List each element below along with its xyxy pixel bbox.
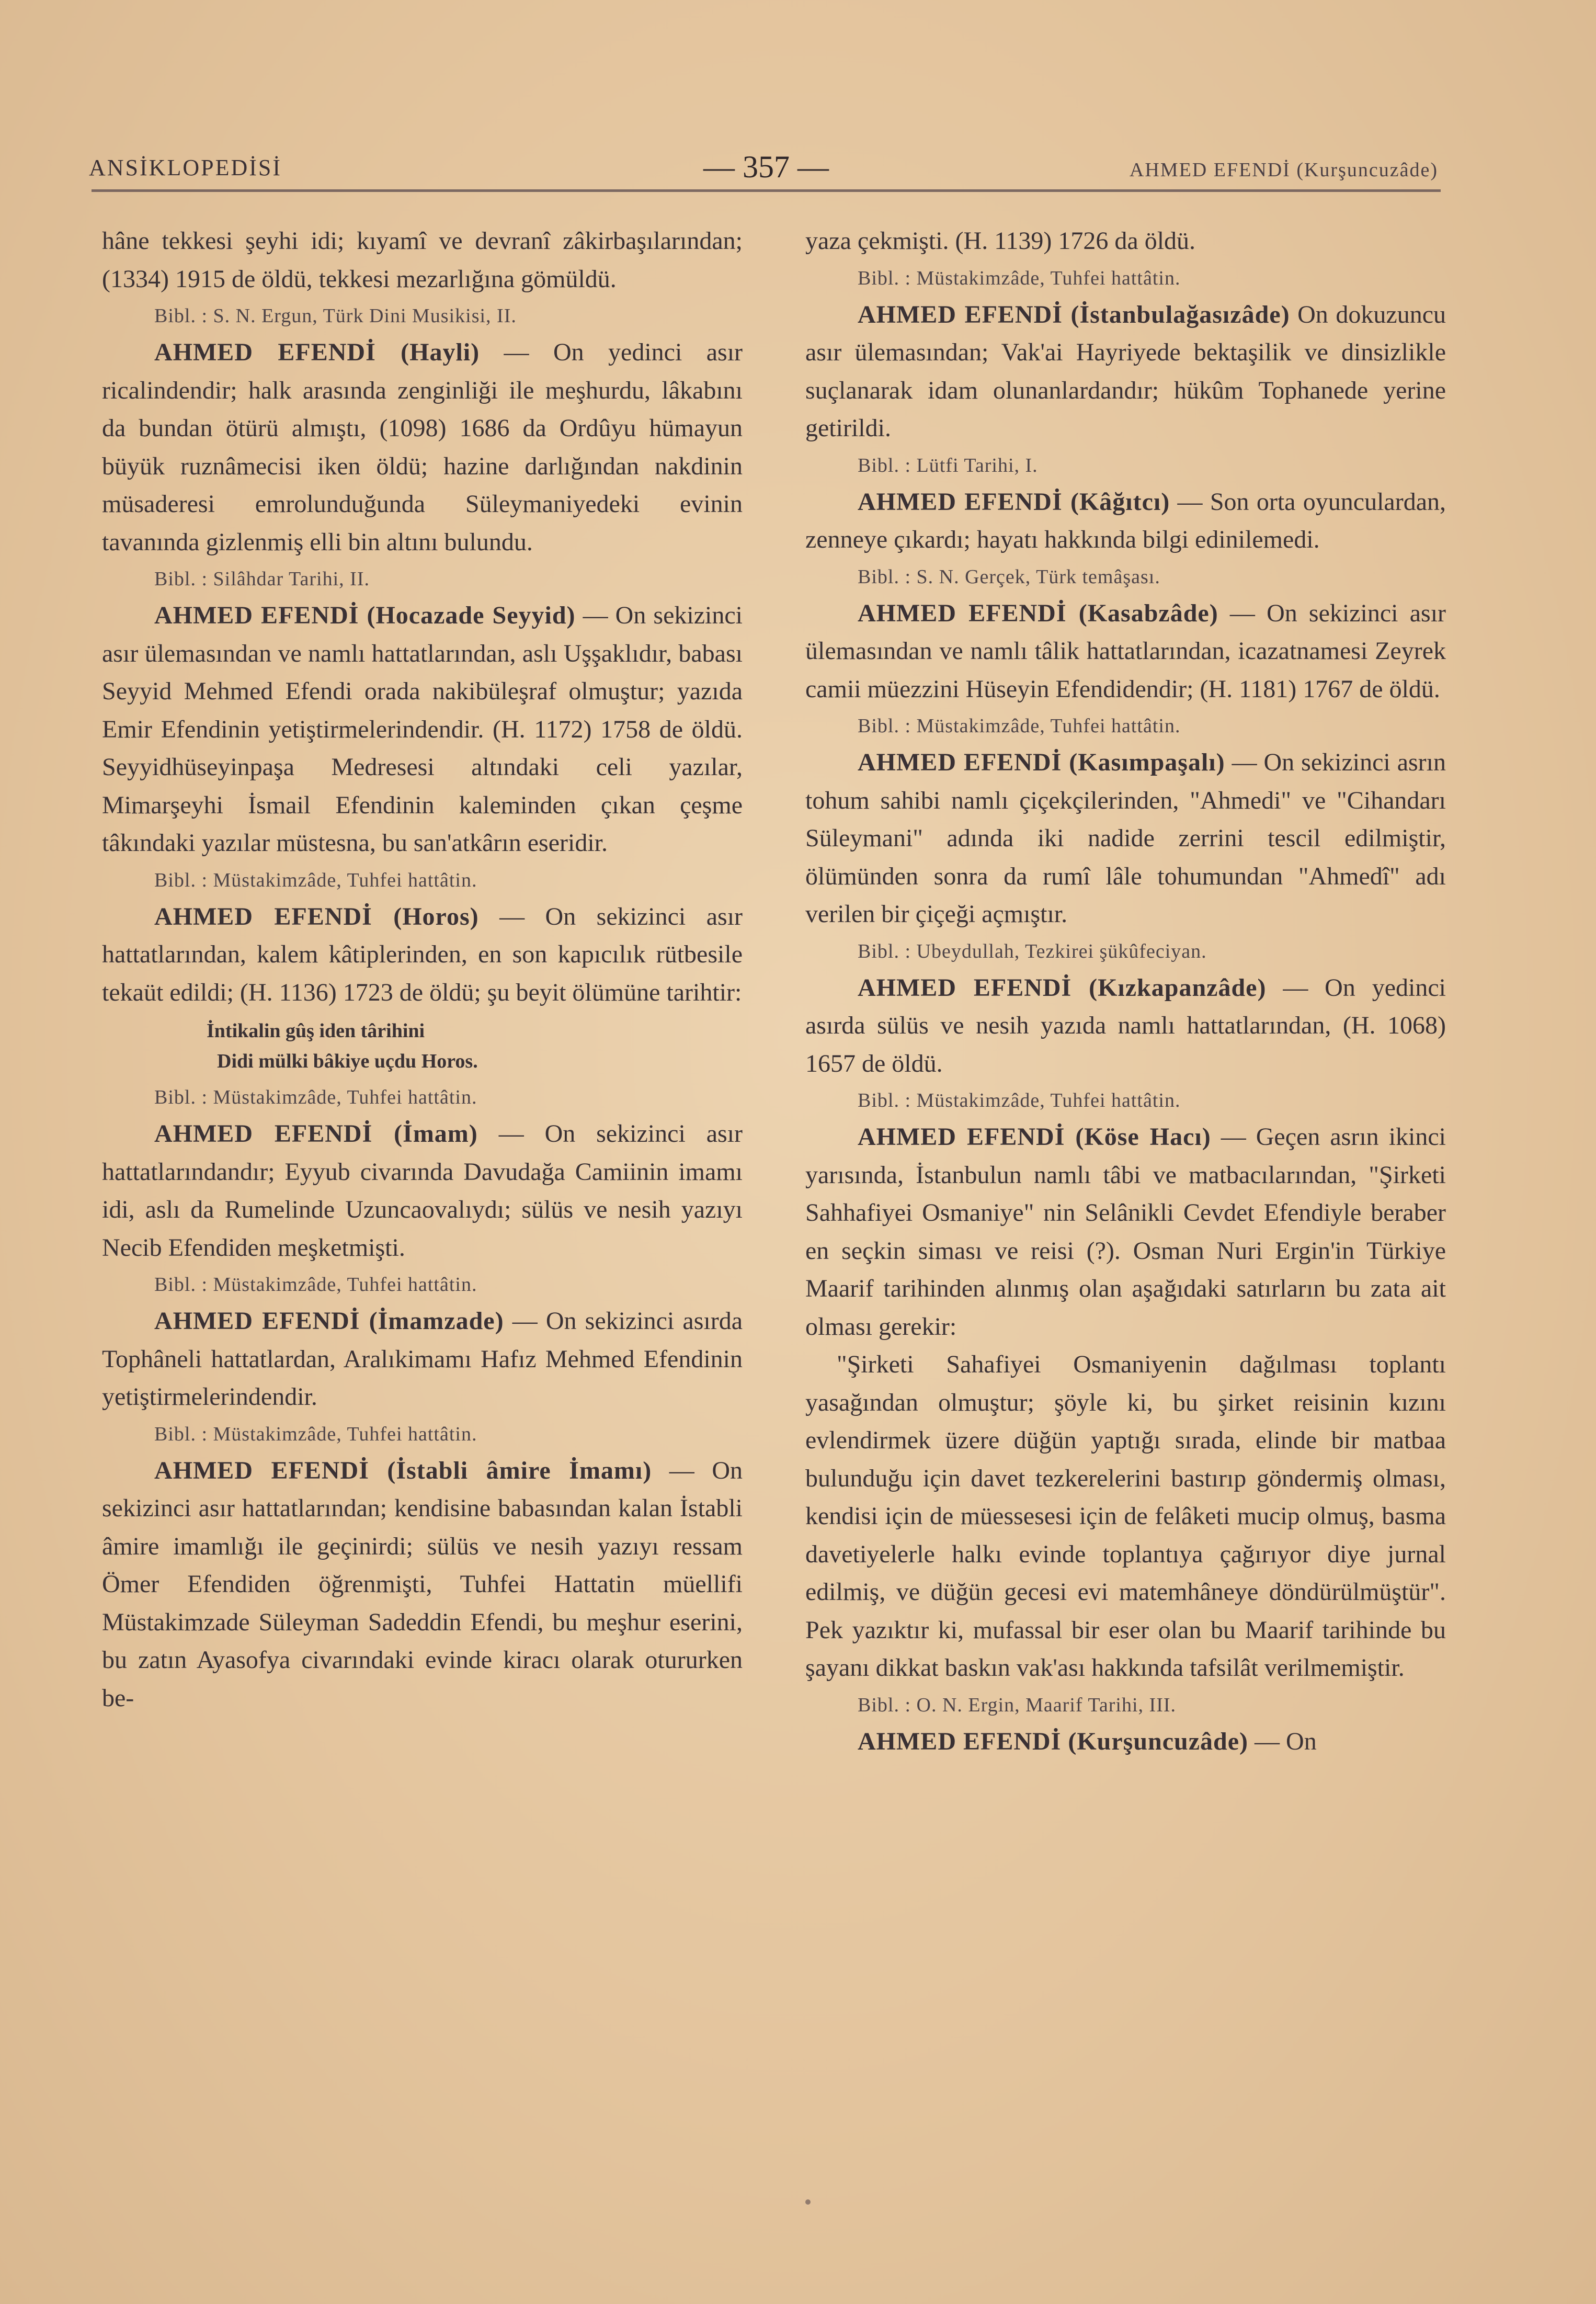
- bibliography: Bibl. : S. N. Gerçek, Türk temâşası.: [858, 565, 1160, 588]
- bibliography: Bibl. : S. N. Ergun, Türk Dini Musikisi, II.: [154, 305, 517, 327]
- entry-text: [102, 597, 743, 862]
- entry-heading: AHMED EFENDİ (İmamzade): [154, 1307, 504, 1335]
- entry-text: [102, 222, 743, 298]
- entry-text: [805, 1118, 1446, 1346]
- verse-line: Didi mülki bâkiye uçdu Horos.: [217, 1050, 478, 1072]
- entry-body: On dokuzuncu asır ülemasından; Vak'ai Hayriyede bektaşilik ve dinsizlikle suçlanarak idam olunanlardandır; hükûm Tophanede yerine getirildi.: [805, 300, 1446, 442]
- entry: [805, 1118, 1446, 1723]
- entry-body: — On: [1255, 1727, 1317, 1755]
- entry-body: — Geçen asrın ikinci yarısında, İstanbulun namlı tâbi ve matbacılarından, "Şirketi Sahhafiyei Osmaniye" nin Selânikli Cevdet Efendiyle beraber en seçkin siması ve reisi (?). Osman Nuri Ergin'in Türkiye Maarif tarihinden alınmış olan aşağıdaki satırların bu zata ait olması gerekir:: [805, 1123, 1446, 1341]
- bibliography: Bibl. : Müstakimzâde, Tuhfei hattâtin.: [858, 715, 1181, 737]
- running-title-right: AHMED EFENDİ (Kurşuncuzâde): [1129, 159, 1438, 181]
- entry-body: hâne tekkesi şeyhi idi; kıyamî ve devranî zâkirbaşılarından; (1334) 1915 de öldü, tekkesi mezarlığına gömüldü.: [102, 227, 743, 293]
- entry-body: — On sekizinci asır ülemasından ve namlı tâlik hattatlarından, icazatnamesi Zeyrek camii müezzini Hüseyin Efendidendir; (H. 1181) 1767 de öldü.: [805, 599, 1446, 703]
- entry: [102, 1115, 743, 1302]
- bibliography: Bibl. : Müstakimzâde, Tuhfei hattâtin.: [154, 1086, 477, 1108]
- bibliography: Bibl. : Lütfi Tarihi, I.: [858, 454, 1038, 476]
- running-title-left: ANSİKLOPEDİSİ: [89, 155, 282, 180]
- entry: [805, 1723, 1446, 1761]
- entry-heading: AHMED EFENDİ (Kızkapanzâde): [858, 973, 1267, 1002]
- entry-body: — On sekizinci asır hattatlarındandır; Eyyub civarında Davudağa Camiinin imamı idi, aslı da Rumelinde Uzuncaovalıydı; sülüs ve nesih yazıyı Necib Efendiden meşketmişti.: [102, 1120, 743, 1262]
- entry-heading: AHMED EFENDİ (Kâğıtcı): [858, 487, 1170, 516]
- left-column: [102, 222, 743, 1717]
- entry: [805, 969, 1446, 1119]
- entry-body: — On yedinci asır ricalindendir; halk arasında zenginliği ile meşhurdu, lâkabını da bundan ötürü almıştı, (1098) 1686 da Ordûyu hümayun büyük ruznâmecisi iken öldü; hazine darlığından nakdinin müsaderesi emrolunduğunda Süleymaniyedeki evinin tavanında gizlenmiş elli bin altını bulundu.: [102, 338, 743, 556]
- entry-text: [102, 1452, 743, 1718]
- bibliography: Bibl. : Müstakimzâde, Tuhfei hattâtin.: [858, 267, 1181, 289]
- entry-heading: AHMED EFENDİ (Kasımpaşalı): [858, 748, 1225, 776]
- bibliography: Bibl. : Ubeydullah, Tezkirei şükûfeciyan.: [858, 940, 1207, 962]
- verse: [102, 1016, 743, 1076]
- bibliography: Bibl. : O. N. Ergin, Maarif Tarihi, III.: [858, 1694, 1176, 1716]
- entry: [102, 222, 743, 334]
- quotation: "Şirketi Sahafiyei Osmaniyenin dağılması toplantı yasağından olmuştur; şöyle ki, bu şirket reisinin kızını evlendirmek üzere düğün yaptığı sırada, elinde bir matbaa bulunduğu için davet tezkerelerini bastırıp göndermiş olması, kendisi için de müessesesi için de felâketi mucip olmuş, basma davetiyelerle halkı evinde toplantıya çağırıyor diye jurnal edilmiş, ve düğün gecesi evi matemhâneye döndürülmüştür". Pek yazıktır ki, mufassal bir eser olan bu Maarif tarihinde bu şayanı dikkat baskın vak'ası hakkında tafsilât verilmemiştir.: [805, 1350, 1446, 1682]
- bibliography: Bibl. : Müstakimzâde, Tuhfei hattâtin.: [858, 1089, 1181, 1111]
- entry-text: [805, 483, 1446, 559]
- entry-heading: AHMED EFENDİ (İstabli âmire İmamı): [154, 1456, 652, 1484]
- entry-heading: AHMED EFENDİ (İstanbulağasızâde): [858, 300, 1290, 328]
- bibliography: Bibl. : Müstakimzâde, Tuhfei hattâtin.: [154, 1423, 477, 1445]
- bibliography: Bibl. : Müstakimzâde, Tuhfei hattâtin.: [154, 1274, 477, 1296]
- entry-heading: AHMED EFENDİ (Horos): [154, 902, 479, 930]
- entry-body: — On sekizinci asrın tohum sahibi namlı çiçekçilerinden, "Ahmedi" ve "Cihandarı Süleymani" adında iki nadide zerrini tescil edilmiştir, ölümünden sonra da rumî lâle tohumundan "Ahmedî" adı verilen bir çiçeği açmıştır.: [805, 748, 1446, 928]
- entry-text: [805, 744, 1446, 934]
- entry-body: — On sekizinci asır ülemasından ve namlı hattatlarından, aslı Uşşaklıdır, babası Seyyid Mehmed Efendi orada nakibüleşraf olmuştur; yazıda Emir Efendinin yetiştirmelerindendir. (H. 1172) 1758 de öldü. Seyyidhüseyinpaşa Medresesi altındaki celi yazılar, Mimarşeyhi İsmail Efendinin kaleminden çıkan çeşme tâkındaki yazılar müstesna, bu san'atkârın eseridir.: [102, 601, 743, 857]
- entry: [805, 296, 1446, 483]
- entry-heading: AHMED EFENDİ (İmam): [154, 1120, 478, 1148]
- entry-text: [805, 595, 1446, 709]
- entry-heading: AHMED EFENDİ (Kasabzâde): [858, 599, 1218, 627]
- verse-line: İntikalin gûş iden târihini: [207, 1020, 425, 1042]
- entry-text: [102, 1115, 743, 1267]
- header-rule: [92, 189, 1441, 192]
- entry-text: [102, 898, 743, 1012]
- bibliography: Bibl. : Silâhdar Tarihi, II.: [154, 568, 370, 590]
- entry-text: [805, 296, 1446, 448]
- entry: [805, 595, 1446, 744]
- entry-body: — On sekizinci asırda Tophâneli hattatlardan, Aralıkimamı Hafız Mehmed Efendinin yetiştirmelerindendir.: [102, 1307, 743, 1411]
- entry-body: yaza çekmişti. (H. 1139) 1726 da öldü.: [805, 227, 1196, 255]
- entry: [102, 898, 743, 1116]
- entry: [102, 1452, 743, 1718]
- entry-body: — On yedinci asırda sülüs ve nesih yazıda namlı hattatlarından, (H. 1068) 1657 de öldü.: [805, 973, 1446, 1077]
- entry-text: [805, 1723, 1446, 1761]
- entry: [805, 744, 1446, 969]
- entry-heading: AHMED EFENDİ (Kurşuncuzâde): [858, 1727, 1249, 1755]
- bibliography: Bibl. : Müstakimzâde, Tuhfei hattâtin.: [154, 869, 477, 891]
- entry: [805, 483, 1446, 595]
- entry-text: [805, 969, 1446, 1083]
- entry-text: [102, 334, 743, 561]
- entry: [102, 597, 743, 898]
- right-column: [805, 222, 1446, 1761]
- page-number: — 357 —: [703, 150, 829, 184]
- entry-heading: AHMED EFENDİ (Hocazade Seyyid): [154, 601, 576, 629]
- page-header: [89, 149, 1438, 186]
- entry-text: [805, 222, 1446, 260]
- entry-heading: AHMED EFENDİ (Hayli): [154, 338, 480, 366]
- entry-body: — Son orta oyunculardan, zenneye çıkardı; hayatı hakkında bilgi edinilemedi.: [805, 487, 1446, 553]
- entry: [102, 334, 743, 597]
- entry-body: — On sekizinci asır hattatlarından, kalem kâtiplerinden, en son kapıcılık rütbesile tekaüt edildi; (H. 1136) 1723 de öldü; şu beyit ölümüne tarihtir:: [102, 902, 743, 1006]
- entry: [805, 222, 1446, 296]
- entry-text: [102, 1302, 743, 1416]
- ink-mark: [805, 2199, 811, 2205]
- entry-heading: AHMED EFENDİ (Köse Hacı): [858, 1123, 1211, 1151]
- entry-body: — On sekizinci asır hattatlarından; kendisine babasından kalan İstabli âmire imamlığı ile geçinirdi; sülüs ve nesih yazıyı ressam Ömer Efendiden öğrenmişti, Tuhfei Hattatin müellifi Müstakimzade Süleyman Sadeddin Efendi, bu meşhur eserini, bu zatın Ayasofya civarındaki evinde kiracı olarak otururken be-: [102, 1456, 743, 1712]
- entry: [102, 1302, 743, 1452]
